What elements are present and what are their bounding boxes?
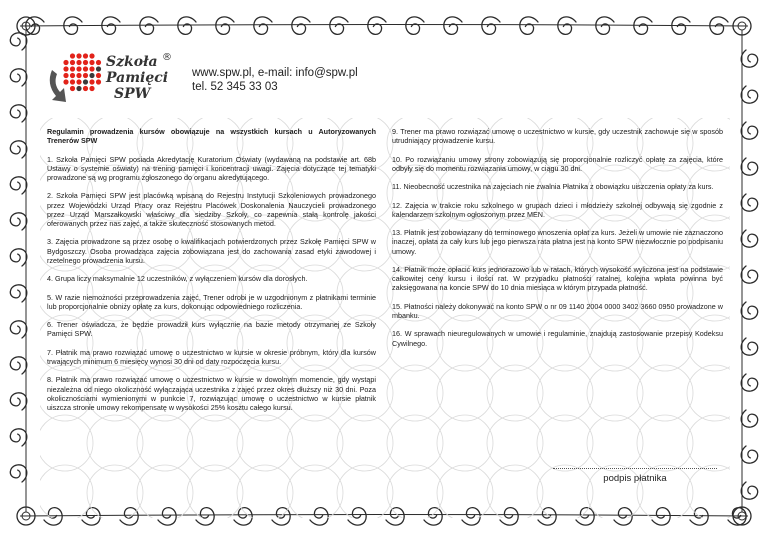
logo-dot [63,79,68,84]
logo-dot [70,79,75,84]
signature-line [553,468,717,469]
frame-swirl [482,17,500,34]
pattern-circle [237,465,293,518]
rule-item: 6. Trener oświadcza, że będzie prowadził kurs wyłącznie na bazie metody otrzymanej ze Szkoły Pamięci SPW. [47,320,376,339]
logo-dot [76,86,81,91]
rule-item: 3. Zajęcia prowadzone są przez osobę o kwalifikacjach potwierdzonych przez Szkołę Pamięci SPW w Bydgoszczy. Osoba prowadząca zajęcia zobowiązana jest do zachowania zasad etyki zawodowej i rzetelnego prowadzenia kursu. [47,237,376,265]
logo-text-line2: Pamięci [106,70,169,86]
rule-item: 9. Trener ma prawo rozwiązać umowę o uczestnictwo w kursie, gdy uczestnik zachowuje się w sposób utrudniający prowadzenie kursu. [392,127,723,146]
logo-dot [63,66,68,71]
frame-swirl [741,158,758,175]
rule-item: 2. Szkoła Pamięci SPW jest placówką wpisaną do Rejestru Instytucji Szkoleniowych prowadzonego przez Wojewódzki Urząd Pracy oraz Rejestru Placówek Doskonalenia Nauczycieli prowadzonego przez Urząd Marszałkowski właściwy dla siedziby Szkoły, co zapewnia stałą kontrolę jakości oferowanych przez nas zajęć, a także skuteczność stosowanych metod. [47,191,376,228]
frame-swirl [178,17,196,34]
frame-swirl [444,17,462,34]
rule-item: 4. Grupa liczy maksymalnie 12 uczestników, z wyłączeniem kursów dla dorosłych. [47,274,308,284]
rule-item: 11. Nieobecność uczestnika na zajęciach nie zwalnia Płatnika z obowiązku uiszczenia opłaty za kurs. [392,182,714,192]
pattern-circle [87,465,143,518]
pattern-circle [587,415,643,471]
rule-item: 12. Zajęcia w trakcie roku szkolnego w grupach dzieci i młodzieży szkolnej odbywają się zgodnie z kalendarzem szkolnym ogłoszonym przez MEN. [392,200,723,219]
frame-swirl [10,357,27,374]
spw-logo [44,44,194,110]
logo-dot [63,60,68,65]
rules-title: Regulamin prowadzenia kursów obowiązuje na wszystkich kursach u Autoryzowanych Trenerów SPW [47,127,376,146]
frame-swirl [330,17,348,34]
logo-dot [83,86,88,91]
frame-swirl [520,17,538,34]
frame-swirl [10,249,27,266]
pattern-circle [387,465,443,518]
frame-swirl [596,17,614,34]
rules-left-column [47,127,376,421]
pattern-circle [187,415,243,471]
logo-dot [83,73,88,78]
pattern-circle [337,465,393,518]
pattern-circle [287,415,343,471]
logo-dot [89,79,94,84]
logo-dot [70,60,75,65]
logo-dot [76,66,81,71]
frame-swirl [10,321,27,338]
logo-dot [76,73,81,78]
frame-swirl [558,17,576,34]
rule-item: 15. Płatności należy dokonywać na konto SPW o nr 09 1140 2004 0000 3402 3660 0950 prowadzone w mbanku. [392,301,723,320]
pattern-circle [437,465,493,518]
logo-text-line3: SPW [114,86,151,102]
rule-item: 1. Szkoła Pamięci SPW posiada Akredytację Kuratorium Oświaty (wydawaną na podstawie art. 68b Ustawy o systemie oświaty) na trening pamięci i koncentracji uwagi. Zajęcia dotyczące tej tematyki prowadzone są wg programu zgłoszonego do organu akredytującego. [47,154,376,182]
logo-dot [83,53,88,58]
pattern-circle [487,465,543,518]
frame-swirl [741,338,758,355]
pattern-circle [137,465,193,518]
pattern-circle [687,365,730,421]
logo-dot [96,60,101,65]
frame-swirl [254,17,272,34]
pattern-circle [187,465,243,518]
logo-dot [70,73,75,78]
frame-swirl [741,86,758,103]
frame-swirl [406,17,424,34]
frame-swirl [741,482,758,499]
rule-item: 8. Płatnik ma prawo rozwiązać umowę o uczestnictwo w kursie w dowolnym momencie, gdy wystąpi niezależna od niego okoliczność wyłączająca uczestnika z zajęć przez okres dłuższy niż 30 dni. Poza okolicznościami wymienionymi w punkcie 7, rozwiązując umowę o uczestnictwo w kursie płatnik uiszcza stronie umowy rekompensatę w wysokości 25% kosztu całego kursu. [47,375,376,412]
logo-dot [70,53,75,58]
pattern-circle [537,415,593,471]
frame-swirl [741,50,758,67]
rule-item: 16. W sprawach nieuregulowanych w umowie i regulaminie, znajdują zastosowanie przepisy Kodeksu Cywilnego. [392,329,723,348]
frame-swirl [741,266,758,283]
frame-swirl [741,374,758,391]
frame-swirl [10,177,27,194]
logo-dot [89,66,94,71]
logo-dot [76,60,81,65]
pattern-circle [337,415,393,471]
logo-dot [96,79,101,84]
frame-vine [20,25,748,27]
pattern-circle [437,415,493,471]
logo-dot [83,60,88,65]
logo-dot [96,73,101,78]
logo-dot [89,86,94,91]
pattern-circle [637,415,693,471]
logo-text-line1: Szkoła [106,54,158,70]
pattern-circle [40,465,93,518]
pattern-circle [387,365,443,421]
frame-swirl [216,17,234,34]
pattern-circle [237,415,293,471]
frame-swirl [368,17,386,34]
signature-label: podpis płatnika [603,473,667,484]
logo-dot [89,53,94,58]
logo-dot [96,66,101,71]
pattern-circle [437,365,493,421]
rule-item: 5. W razie niemożności przeprowadzenia zajęć, Trener odrobi je w uzgodnionym z płatnikami terminie lub proporcjonalnie obniży opłatę za kurs, dokonując odpowiedniego rozliczenia. [47,292,376,311]
frame-swirl [10,285,27,302]
registered-mark: ® [162,52,172,63]
contact-phone: tel. 52 345 33 03 [192,81,278,93]
logo-dot [83,66,88,71]
pattern-circle [87,415,143,471]
frame-swirl [741,122,758,139]
frame-swirl [741,230,758,247]
frame-swirl [741,410,758,427]
rule-item: 10. Po rozwiązaniu umowy strony zobowiązują się proporcjonalnie rozliczyć opłatę za zajęcia, które odbyły się do momentu rozwiązania umowy, w ciągu 30 dni. [392,154,723,173]
frame-swirl [10,393,27,410]
rule-item: 14. Płatnik może opłacić kurs jednorazowo lub w ratach, których wysokość wyliczona jest na podstawie całkowitej ceny kursu i ilości rat. W przypadku płatności ratalnej, kolejna wpłata powinna być zaksięgowana na koncie SPW do 10 dnia miesiąca w którym przypada płatność. [392,264,723,293]
pattern-circle [40,415,93,471]
logo-dot-grid [63,53,101,91]
frame-swirl [10,105,27,122]
rules-right-column [392,127,723,357]
frame-swirl [292,17,310,34]
logo-dot [70,86,75,91]
frame-swirl [10,69,27,86]
contact-block [192,66,358,94]
pattern-circle [587,365,643,421]
logo-dot [89,60,94,65]
frame-swirl [741,302,758,319]
frame-swirl [10,213,27,230]
pattern-circle [637,365,693,421]
pattern-circle [387,415,443,471]
pattern-circle [287,465,343,518]
logo-dot [70,66,75,71]
contact-web-email: www.spw.pl, e-mail: info@spw.pl [192,67,358,79]
pattern-circle [137,415,193,471]
logo-dot [89,73,94,78]
logo-dot [76,79,81,84]
frame-swirl [10,429,27,446]
rule-item: 13. Płatnik jest zobowiązany do terminowego wnoszenia opłat za kurs. Jeżeli w umowie nie zaznaczono inaczej, opłata za cały kurs lub jego pierwsza rata płatna jest na konto SPW niezwłocznie po podpisaniu umowy. [392,228,723,256]
rule-item: 7. Płatnik ma prawo rozwiązać umowę o uczestnictwo w kursie w okresie próbnym, który dla kursów trwających minimum 6 miesięcy wynosi 30 dni od daty rozpoczęcia kursu. [47,347,376,366]
logo-dot [63,73,68,78]
pattern-circle [487,415,543,471]
frame-swirl [10,465,27,482]
frame-swirl [10,141,27,158]
frame-swirl [741,194,758,211]
pattern-circle [487,365,543,421]
pattern-circle [537,365,593,421]
frame-swirl [741,446,758,463]
pattern-circle [687,415,730,471]
logo-dot [83,79,88,84]
logo-dot [76,53,81,58]
